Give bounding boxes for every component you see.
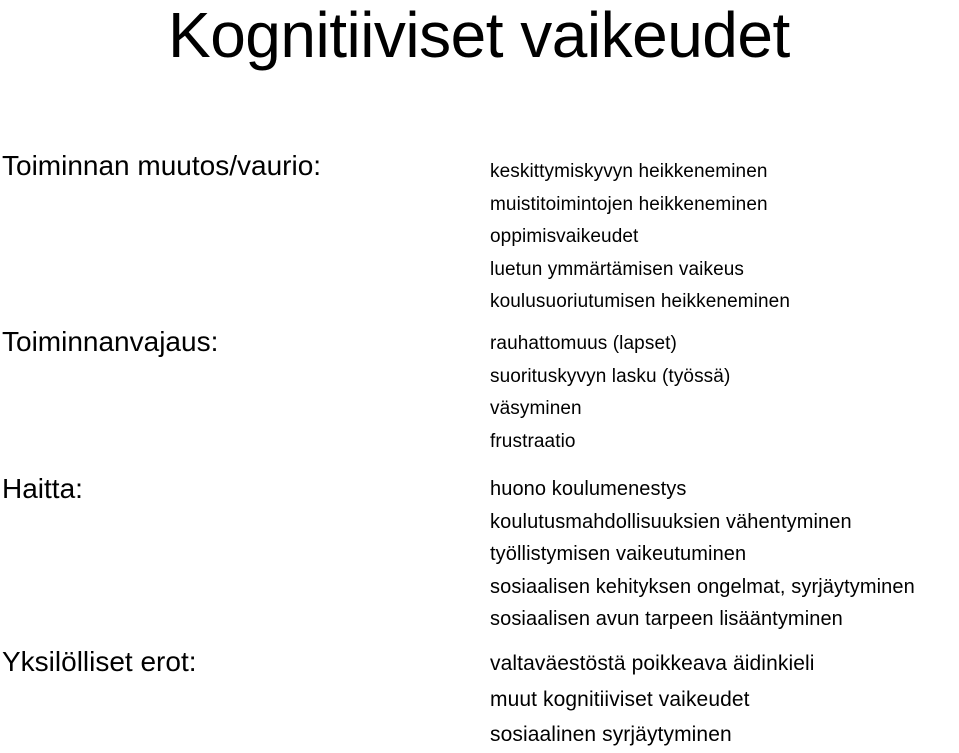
item-list bbox=[490, 473, 915, 636]
item-list bbox=[490, 646, 815, 753]
section-label: Toiminnanvajaus: bbox=[2, 326, 219, 357]
item-list bbox=[490, 328, 730, 458]
list-item: valtaväestöstä poikkeava äidinkieli bbox=[490, 652, 815, 675]
section-label: Yksilölliset erot: bbox=[2, 646, 197, 677]
list-item: luetun ymmärtämisen vaikeus bbox=[490, 258, 745, 280]
list-item: koulusuoriutumisen heikkeneminen bbox=[490, 291, 790, 312]
list-item: väsyminen bbox=[490, 398, 582, 419]
list-item: frustraatio bbox=[490, 430, 576, 452]
list-item: koulutusmahdollisuuksien vähentyminen bbox=[490, 510, 852, 533]
list-item: rauhattomuus (lapset) bbox=[490, 333, 677, 354]
list-item: suorituskyvyn lasku (työssä) bbox=[490, 365, 731, 387]
section-label: Toiminnan muutos/vaurio: bbox=[2, 150, 322, 181]
list-item: muistitoimintojen heikkeneminen bbox=[490, 193, 768, 215]
item-list bbox=[490, 156, 790, 319]
list-item: työllistymisen vaikeutuminen bbox=[490, 543, 747, 566]
list-item: sosiaalisen avun tarpeen lisääntyminen bbox=[490, 608, 843, 631]
list-item: sosiaalinen syrjäytyminen bbox=[490, 723, 732, 746]
list-item: sosiaalisen kehityksen ongelmat, syrjäytyminen bbox=[490, 575, 915, 598]
section-label: Haitta: bbox=[2, 473, 83, 504]
list-item: muut kognitiiviset vaikeudet bbox=[490, 687, 750, 711]
list-item: oppimisvaikeudet bbox=[490, 226, 639, 247]
slide-title: Kognitiiviset vaikeudet bbox=[168, 0, 790, 71]
list-item: keskittymiskyvyn heikkeneminen bbox=[490, 161, 768, 182]
list-item: huono koulumenestys bbox=[490, 478, 687, 500]
